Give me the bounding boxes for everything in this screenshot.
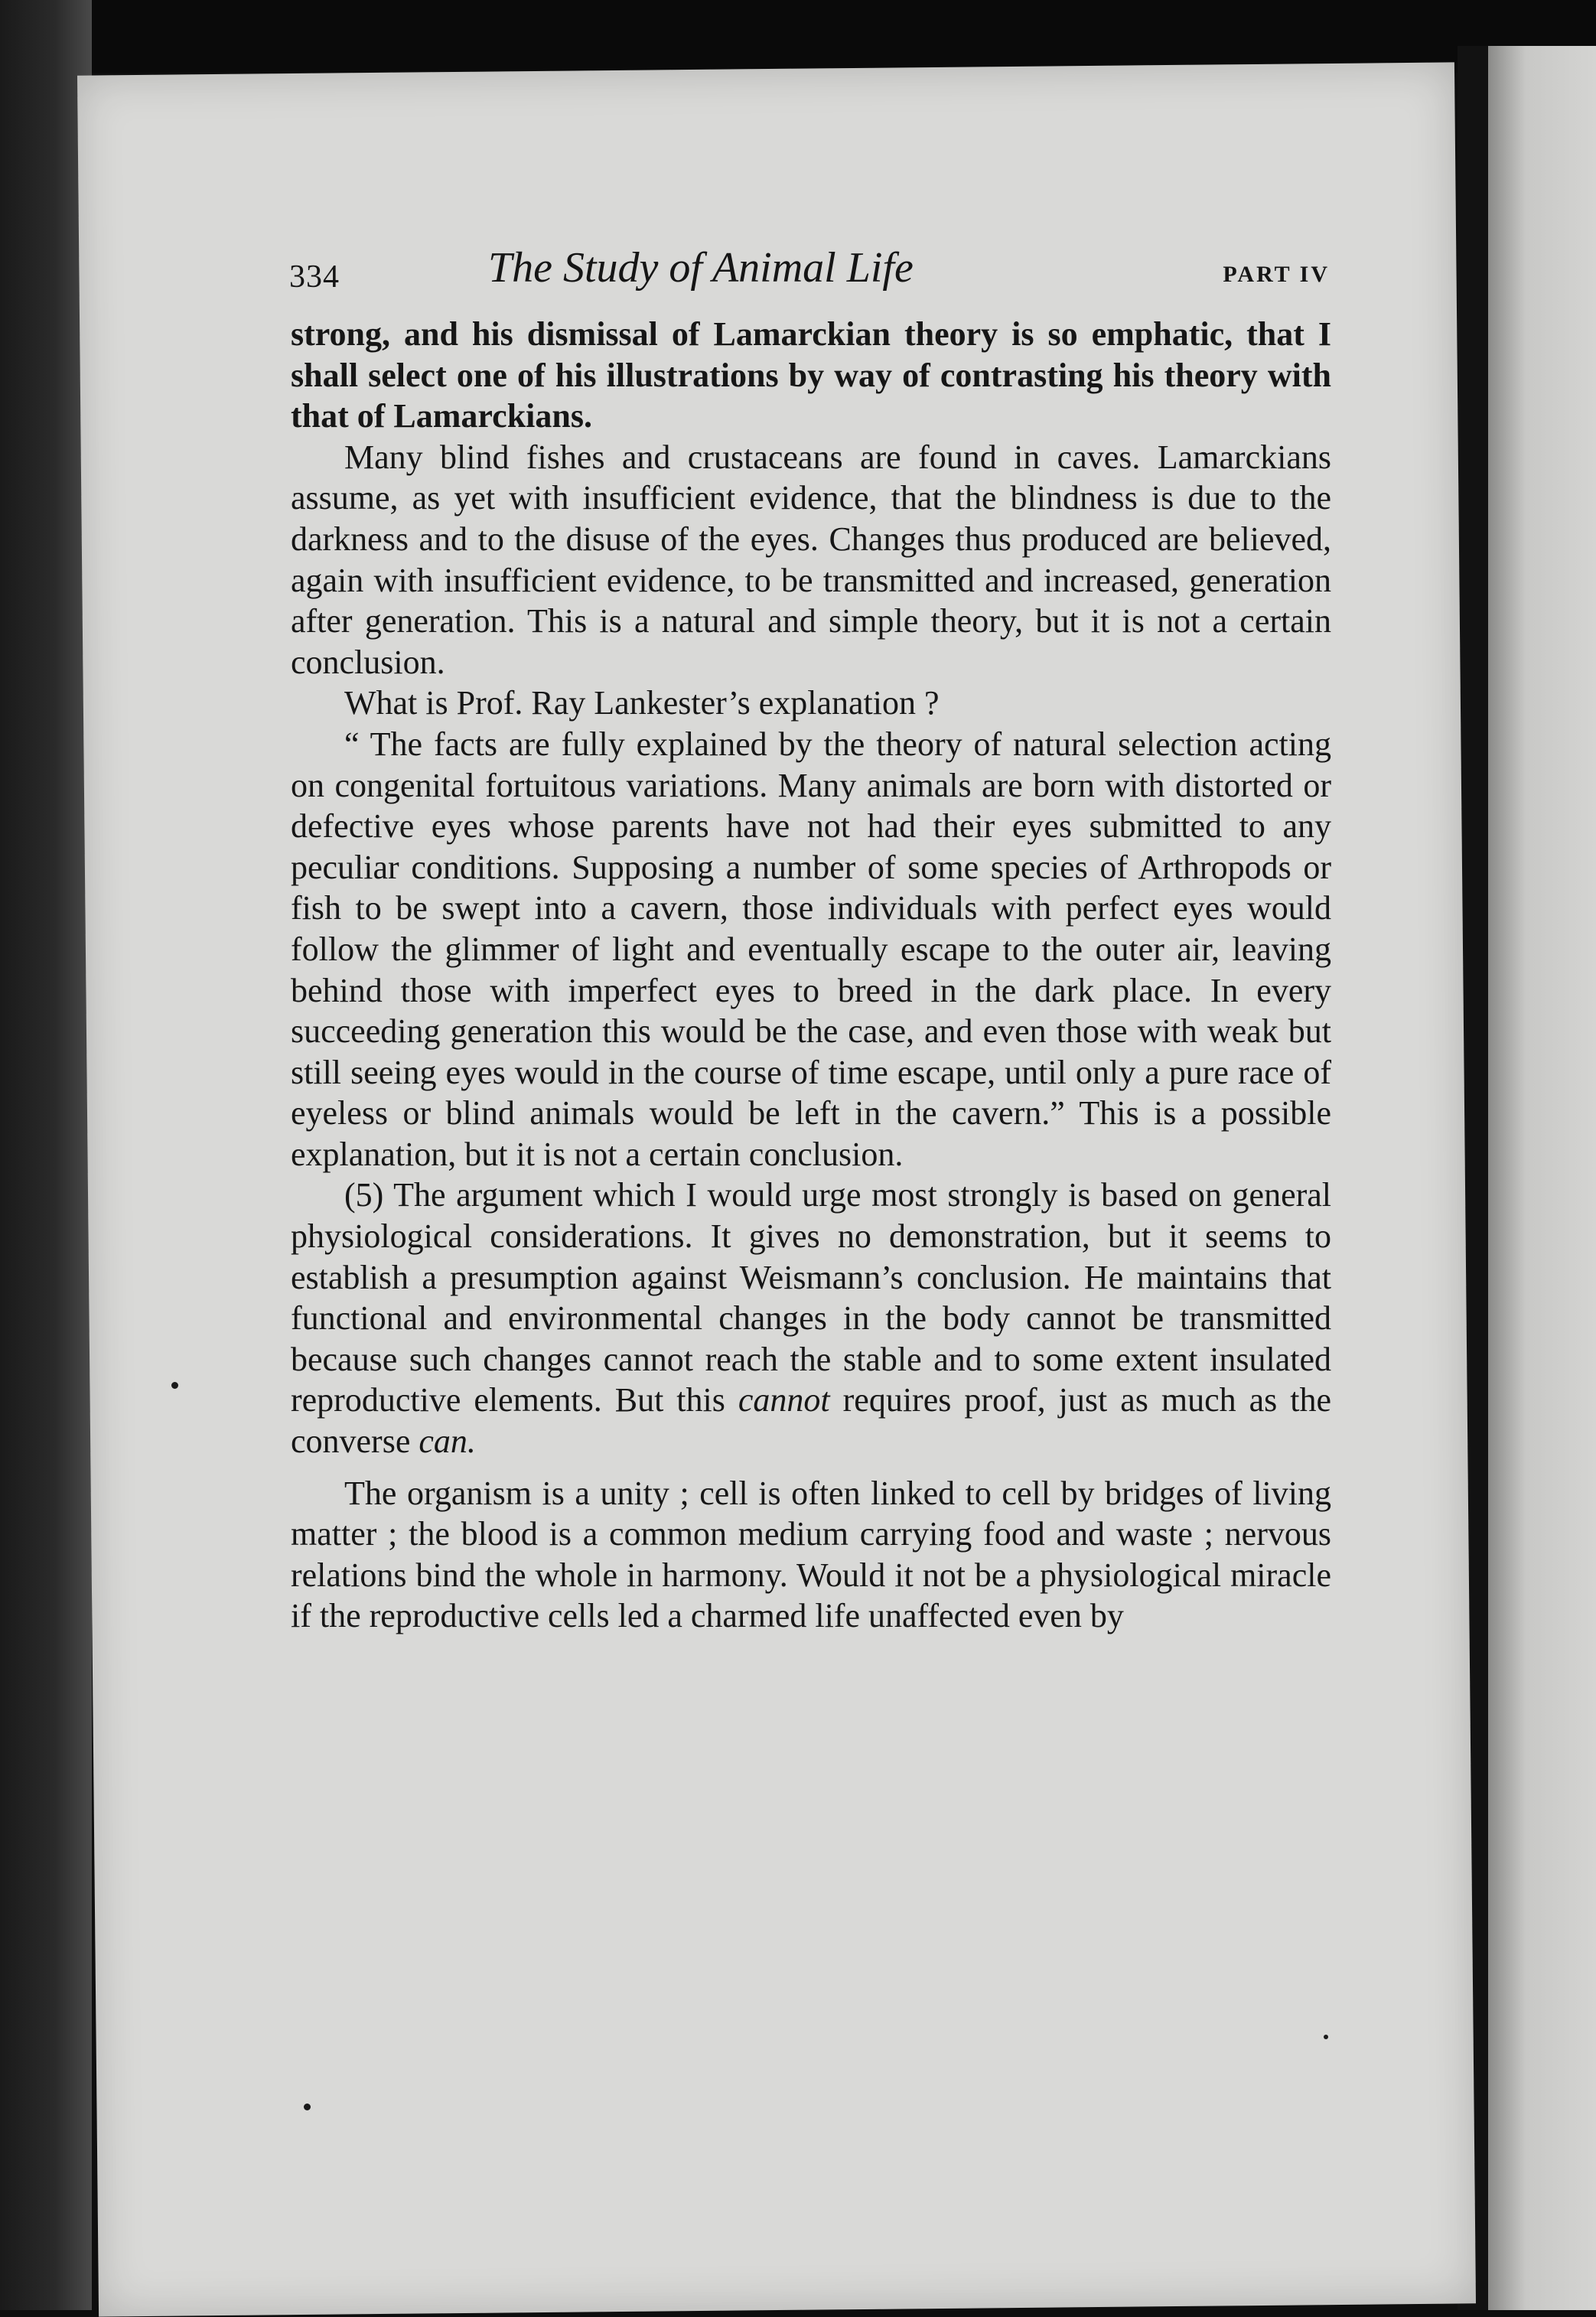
- scan-binding-strip: [0, 0, 92, 2310]
- running-title: The Study of Animal Life: [488, 244, 914, 292]
- page-number: 334: [289, 259, 340, 295]
- emphasis-middle: requires proof, just as much as the converse: [291, 1381, 1332, 1461]
- emphasis-cannot: cannot: [738, 1381, 830, 1419]
- emphasis-can: can.: [419, 1422, 476, 1461]
- body-text: [291, 314, 1331, 1637]
- argument-text: (5) The argument which I would urge most strongly is based on general physiological considerations. It gives no demonstration, but it seems to establish a presumption against Weismann’s conclusion. He maintains that functional and environmental changes in the body cannot be transmitted because such changes cannot reach the stable and to some extent insulated reproductive elements.: [291, 1176, 1331, 1419]
- scan-speck: [171, 1382, 178, 1389]
- scan-top-border: [0, 0, 1596, 73]
- paragraph-blind-fishes: Many blind fishes and crustaceans are found in caves. Lamarckians assume, as yet with insufficient evidence, that the blindness is due to the darkness and to the disuse of the eyes. Changes thus produced are believed, again with insufficient evidence, to be transmitted and increased, generation after generation. This is a natural and simple theory, but it is not a certain conclusion.: [291, 438, 1331, 681]
- paragraph-question: What is Prof. Ray Lankester’s explanation ?: [344, 684, 940, 722]
- scan-speck: [1324, 2035, 1328, 2039]
- paragraph-organism-unity: The organism is a unity ; cell is often linked to cell by bridges of living matter ; the blood is a common medium carrying food and waste ; nervous relations bind the whole in harmony. Would it not be a physiological miracle if the reproductive cells led a charmed life unaffected even by: [291, 1474, 1331, 1635]
- part-label: PART IV: [1223, 262, 1330, 287]
- paragraph-argument-5: [291, 1175, 1331, 1462]
- facing-page-edge: [1488, 46, 1596, 2310]
- paragraph-lankester-quote: “ The facts are fully explained by the theory of natural selection acting on congenital fortuitous variations. Many animals are born with distorted or defective eyes whose parents have not had their eyes submitted to any peculiar conditions. Supposing a number of some species of Arthropods or fish to be swept into a cavern, those individuals with perfect eyes would follow the glimmer of light and eventually escape to the outer air, leaving behind those with imperfect eyes to breed in the dark place. In every succeeding generation this would be the case, and even those with weak but still seeing eyes would in the course of time escape, until only a pure race of eyeless or blind animals would be left in the cavern.” This is a possible explanation, but it is not a certain conclusion.: [291, 725, 1331, 1173]
- paragraph-continuation: strong, and his dismissal of Lamarckian theory is so emphatic, that I shall select one of his illustrations by way of contrasting his theory with that of Lamarckians.: [291, 315, 1331, 435]
- emphasis-start: But this: [614, 1381, 725, 1419]
- scan-speck: [304, 2104, 311, 2110]
- page-header: [289, 243, 1330, 305]
